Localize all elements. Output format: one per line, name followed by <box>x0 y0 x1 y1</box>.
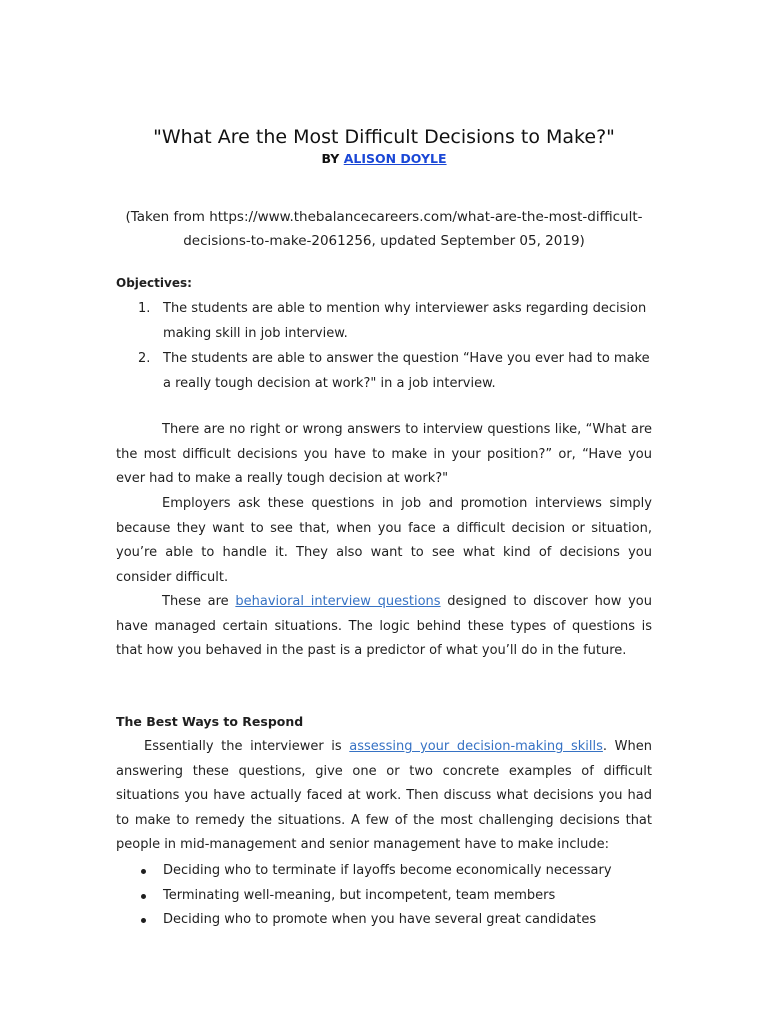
objective-item <box>116 346 652 396</box>
challenges-list <box>116 859 652 933</box>
objective-number: 2. <box>138 351 151 366</box>
list-item-text: Terminating well-meaning, but incompetent, team members <box>163 887 556 903</box>
paragraph-4-text-end: . When answering these questions, give one or two concrete examples of difficult situations you have actually faced at work. Then discuss what decisions you had to make to remedy the situations. A few of the most challenging decisions that people in mid-management and senior management have to make include: <box>116 739 652 852</box>
paragraph-4-text-start: Essentially the interviewer is <box>144 739 350 754</box>
paragraph-1: There are no right or wrong answers to interview questions like, “What are the most difficult decisions you have to make in your position?” or, “Have you ever had to make a really tough decision at work?" <box>116 422 652 486</box>
objective-number: 1. <box>138 301 151 316</box>
list-item <box>116 908 652 933</box>
bullet-icon <box>141 918 146 923</box>
objective-text: The students are able to mention why interviewer asks regarding decision making skill in job interview. <box>163 301 647 341</box>
byline <box>0 151 768 167</box>
list-item-text: Deciding who to terminate if layoffs become economically necessary <box>163 863 612 878</box>
byline-prefix: BY <box>321 151 340 166</box>
objectives-list <box>116 296 652 396</box>
author-link[interactable]: ALISON DOYLE <box>343 151 447 166</box>
objective-text: The students are able to answer the question “Have you ever had to make a really tough decision at work?" in a job interview. <box>163 351 650 391</box>
paragraph-3-text-start: These are <box>162 594 236 609</box>
objectives-heading: Objectives: <box>116 276 192 290</box>
list-item-text: Deciding who to promote when you have several great candidates <box>163 912 597 927</box>
document-title: "What Are the Most Difficult Decisions to Make?" <box>153 126 615 148</box>
list-item <box>116 859 652 884</box>
decision-making-skills-link[interactable]: assessing your decision-making skills <box>349 739 603 754</box>
bullet-icon <box>141 894 146 899</box>
list-item <box>116 884 652 909</box>
section-heading: The Best Ways to Respond <box>116 714 304 729</box>
paragraph-3 <box>116 590 652 664</box>
objective-item <box>116 296 652 346</box>
paragraph-2: Employers ask these questions in job and promotion interviews simply because they want to see that, when you face a difficult decision or situation, you’re able to handle it. They also want to see what kind of decisions you consider difficult. <box>116 496 652 585</box>
paragraph-3-text-end: designed to discover how you have managed certain situations. The logic behind these types of questions is that how you behaved in the past is a predictor of what you’ll do in the future. <box>116 594 652 658</box>
behavioral-questions-link[interactable]: behavioral interview questions <box>235 594 441 609</box>
source-note: (Taken from https://www.thebalancecareers.com/what-are-the-most-difficult-decisions-to-make-2061256, updated September 05, 2019) <box>125 209 643 249</box>
bullet-icon <box>141 869 146 874</box>
paragraph-4 <box>116 735 652 858</box>
